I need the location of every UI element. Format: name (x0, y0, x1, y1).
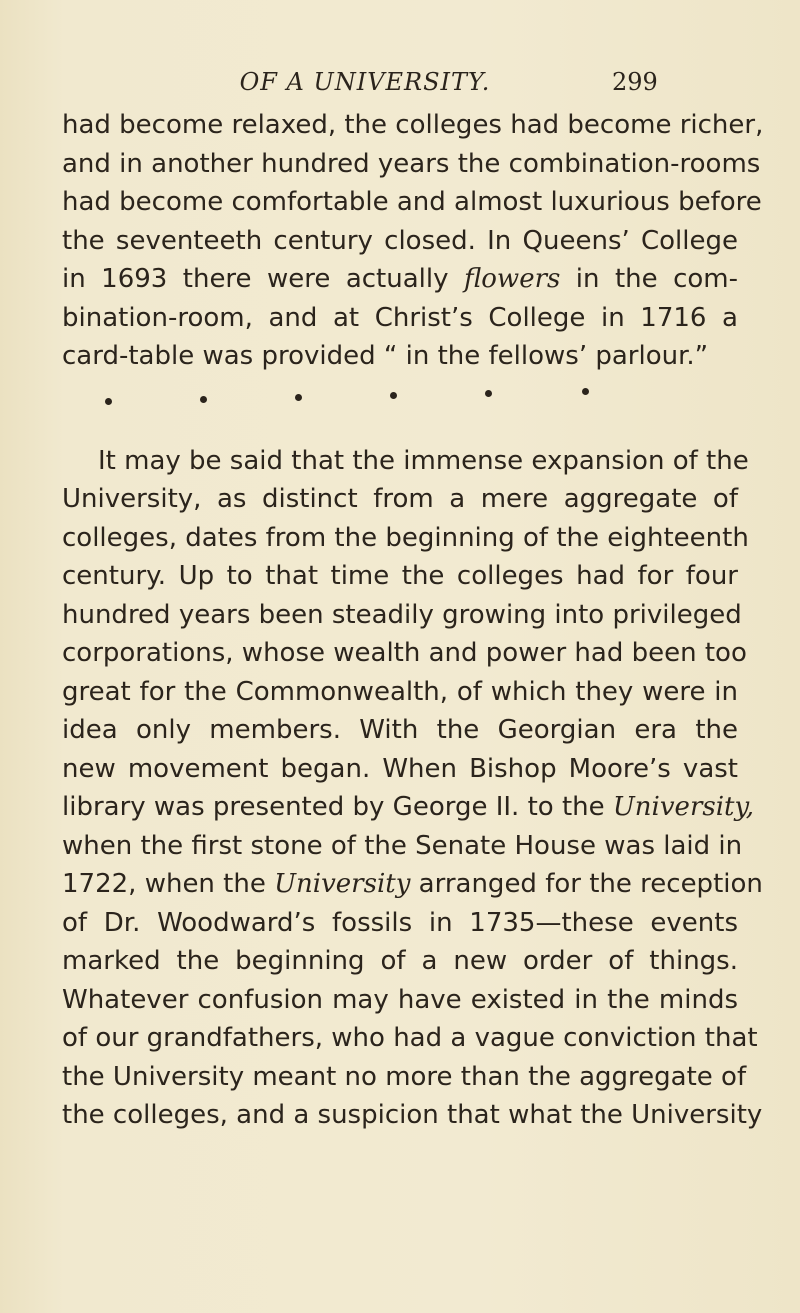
text-line (62, 145, 761, 184)
text-line (62, 222, 738, 261)
text-line (62, 942, 738, 981)
separator-dot (105, 398, 112, 405)
line-text: idea only members. With the Georgian era the (62, 715, 738, 745)
line-text: century. Up to that time the colleges had for four (62, 561, 738, 591)
text-line (62, 596, 742, 635)
separator-dot (582, 388, 589, 395)
text-line (62, 827, 743, 866)
line-text: bination-room, and at Christ’s College in 1716 a (62, 302, 738, 333)
line-text: great for the Commonwealth, of which they were in (62, 676, 738, 707)
line-text: in 1693 there were actually (62, 264, 464, 294)
separator-dot (295, 394, 302, 401)
section-separator-dots (105, 384, 705, 404)
line-text: had become comfortable and almost luxurious before (62, 187, 762, 217)
text-line (62, 299, 738, 338)
line-text: library was presented by George II. to the (62, 792, 613, 822)
line-text: 1722, when the (62, 869, 275, 899)
italic-text: University, (612, 792, 754, 822)
line-text: hundred years been steadily growing into privileged (62, 599, 742, 630)
text-line (62, 260, 738, 299)
line-text: when the first stone of the Senate House was laid in (62, 830, 743, 861)
line-text: had become relaxed, the colleges had become richer, (62, 110, 764, 140)
paragraph-2 (62, 442, 763, 1135)
text-line (62, 183, 762, 222)
line-text: in the com- (560, 264, 738, 294)
line-text: the University meant no more than the aggregate of (62, 1061, 747, 1092)
text-line (62, 981, 738, 1020)
separator-dot (390, 392, 397, 399)
text-line (62, 442, 749, 481)
italic-text: University (274, 869, 411, 899)
text-line (62, 711, 738, 750)
text-line (62, 337, 738, 376)
line-text: card-table was provided “ in the fellows’ parlour.” (62, 341, 709, 371)
line-text: It may be said that the immense expansion of the (98, 445, 749, 476)
line-text: the seventeeth century closed. In Queens’ College (62, 225, 738, 256)
line-text: of Dr. Woodward’s fossils in 1735—these events (62, 907, 738, 938)
text-line (62, 480, 738, 519)
paragraph-1 (62, 106, 764, 376)
italic-text: flowers (463, 264, 561, 294)
separator-dot (200, 396, 207, 403)
separator-dot (485, 390, 492, 397)
text-line (62, 904, 738, 943)
text-line (62, 865, 763, 904)
line-text: arranged for the reception (410, 869, 763, 899)
line-text: colleges, dates from the beginning of the eighteenth (62, 522, 749, 553)
line-text: the colleges, and a suspicion that what the University (62, 1100, 763, 1130)
line-text: of our grandfathers, who had a vague conviction that (62, 1023, 758, 1053)
text-line (62, 1096, 763, 1135)
text-line (62, 557, 738, 596)
text-line (62, 634, 747, 673)
text-line (62, 106, 764, 145)
line-text: University, as distinct from a mere aggregate of (62, 484, 738, 514)
page-number: 299 (612, 68, 658, 96)
running-head: OF A UNIVERSITY. (239, 68, 491, 96)
text-line (62, 788, 754, 827)
line-text: Whatever confusion may have existed in the minds (62, 984, 738, 1015)
line-text: marked the beginning of a new order of things. (62, 946, 738, 976)
line-text: and in another hundred years the combination-rooms (62, 148, 761, 179)
text-line (62, 750, 738, 789)
text-line (62, 673, 738, 712)
text-line (62, 519, 749, 558)
page-header (0, 68, 800, 108)
body-text (62, 106, 764, 1135)
text-line (62, 1019, 758, 1058)
text-line (62, 1058, 747, 1097)
line-text: corporations, whose wealth and power had been too (62, 638, 747, 668)
line-text: new movement began. When Bishop Moore’s vast (62, 753, 738, 784)
